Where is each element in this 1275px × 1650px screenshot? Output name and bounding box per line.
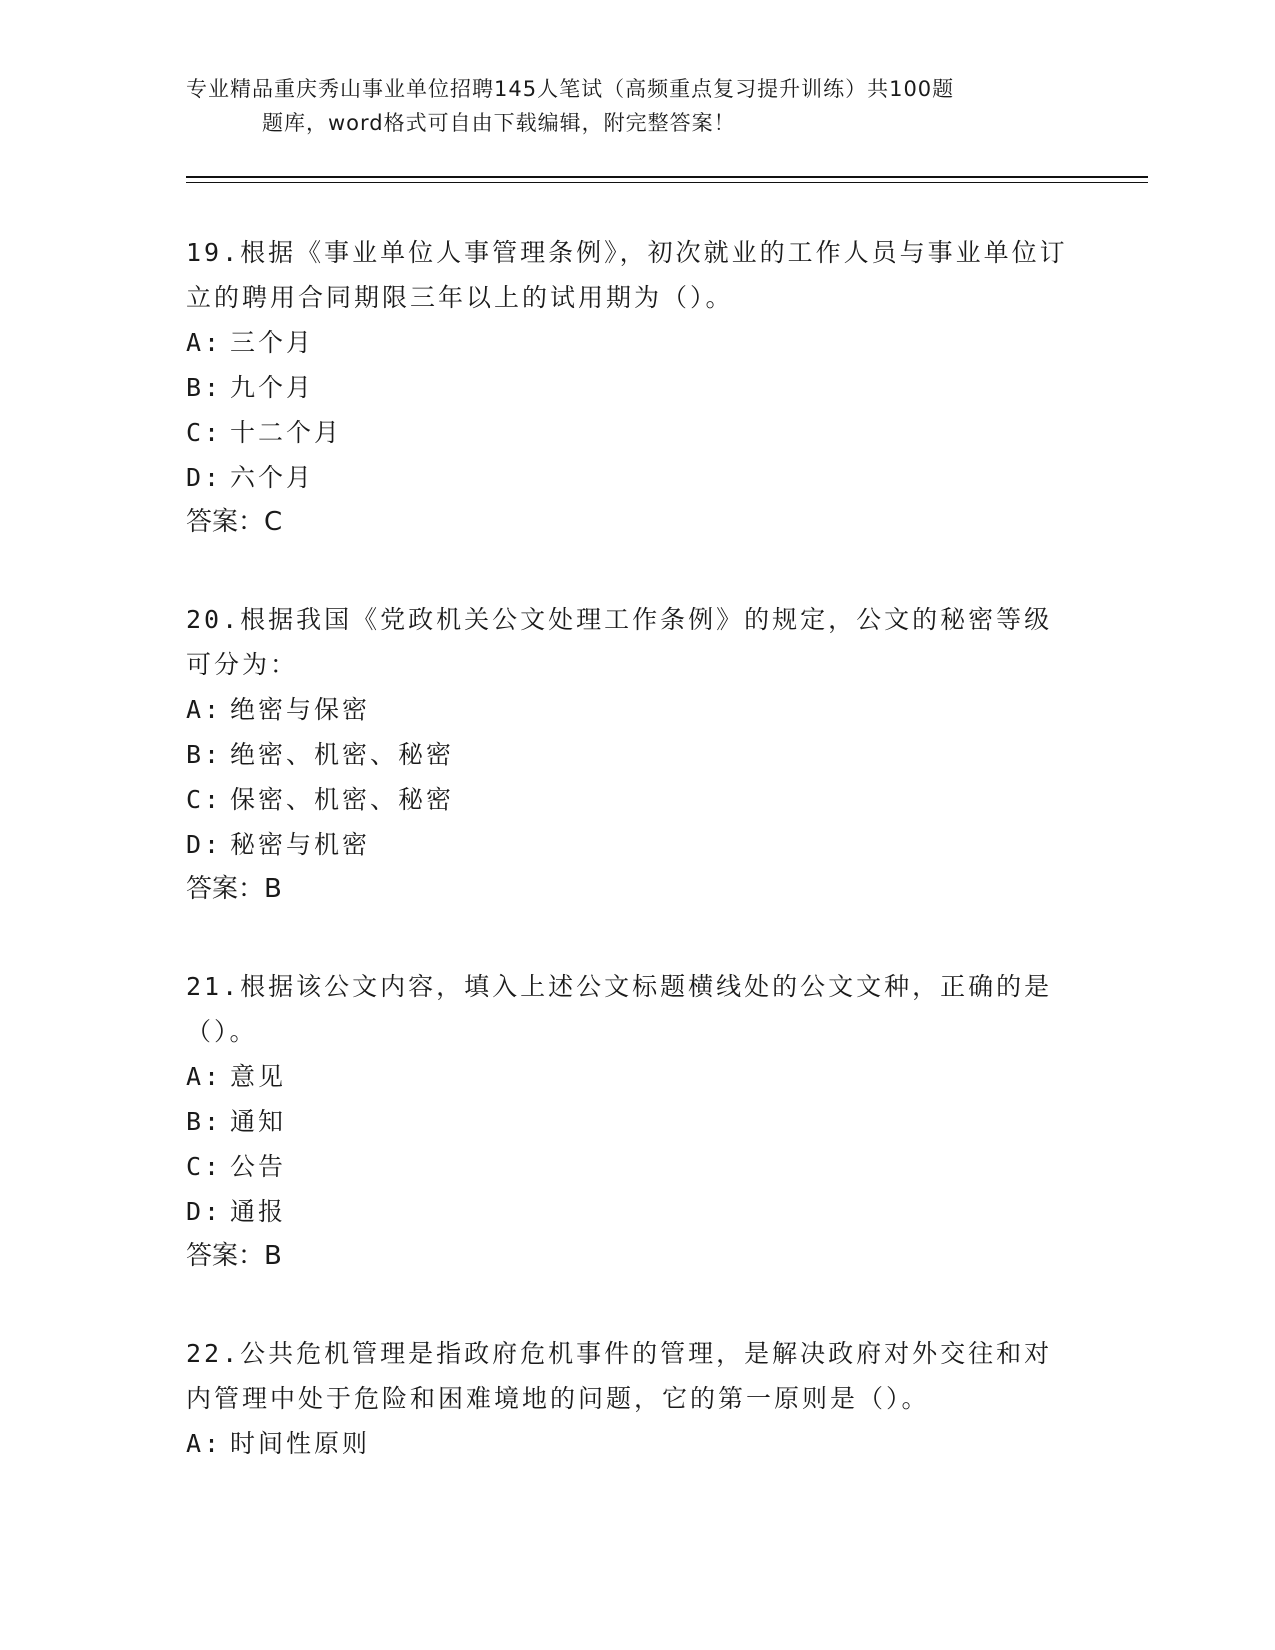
option-text: 绝密与保密 (230, 695, 371, 724)
question-list (186, 230, 1076, 1518)
option-letter: B: (186, 740, 223, 769)
option-letter: A: (186, 1062, 223, 1091)
option-letter: D: (186, 1197, 223, 1226)
header-title-line-2: 题库，word格式可自由下载编辑，附完整答案！ (262, 111, 736, 135)
question-21 (186, 964, 1076, 1279)
option-d (186, 1189, 1076, 1234)
document-header (186, 72, 1086, 140)
question-19 (186, 230, 1076, 545)
option-text: 意见 (230, 1062, 287, 1091)
option-letter: A: (186, 695, 223, 724)
option-text: 九个月 (230, 373, 315, 402)
option-text: 通知 (230, 1107, 287, 1136)
answer-line: 答案：B (186, 1241, 282, 1271)
option-b (186, 365, 1076, 410)
question-stem: 21.根据该公文内容，填入上述公文标题横线处的公文文种，正确的是（）。 (186, 972, 1053, 1046)
option-letter: D: (186, 830, 223, 859)
option-b (186, 732, 1076, 777)
option-letter: B: (186, 373, 223, 402)
option-text: 秘密与机密 (230, 830, 371, 859)
option-text: 通报 (230, 1197, 287, 1226)
option-text: 时间性原则 (230, 1429, 371, 1458)
option-text: 三个月 (230, 328, 315, 357)
option-text: 保密、机密、秘密 (230, 785, 455, 814)
option-c (186, 410, 1076, 455)
option-text: 公告 (230, 1152, 287, 1181)
option-a (186, 687, 1076, 732)
option-letter: B: (186, 1107, 223, 1136)
option-a (186, 320, 1076, 365)
option-a (186, 1054, 1076, 1099)
option-text: 绝密、机密、秘密 (230, 740, 455, 769)
option-letter: A: (186, 1429, 223, 1458)
question-stem: 19.根据《事业单位人事管理条例》，初次就业的工作人员与事业单位订立的聘用合同期限三年以上的试用期为（）。 (186, 238, 1068, 312)
option-letter: C: (186, 785, 223, 814)
option-c (186, 1144, 1076, 1189)
header-title-line-1: 专业精品重庆秀山事业单位招聘145人笔试（高频重点复习提升训练）共100题 (186, 77, 955, 101)
option-letter: C: (186, 1152, 223, 1181)
question-22 (186, 1331, 1076, 1466)
option-a (186, 1421, 1076, 1466)
header-divider-thin (186, 182, 1148, 183)
option-letter: A: (186, 328, 223, 357)
option-text: 六个月 (230, 463, 315, 492)
option-letter: D: (186, 463, 223, 492)
question-20 (186, 597, 1076, 912)
header-divider-thick (186, 176, 1148, 178)
question-stem: 20.根据我国《党政机关公文处理工作条例》的规定，公文的秘密等级可分为： (186, 605, 1053, 679)
option-text: 十二个月 (230, 418, 343, 447)
question-stem: 22.公共危机管理是指政府危机事件的管理，是解决政府对外交往和对内管理中处于危险和困难境地的问题，它的第一原则是（）。 (186, 1339, 1053, 1413)
option-letter: C: (186, 418, 223, 447)
option-d (186, 455, 1076, 500)
option-c (186, 777, 1076, 822)
answer-line: 答案：C (186, 507, 283, 537)
option-b (186, 1099, 1076, 1144)
option-d (186, 822, 1076, 867)
answer-line: 答案：B (186, 874, 282, 904)
